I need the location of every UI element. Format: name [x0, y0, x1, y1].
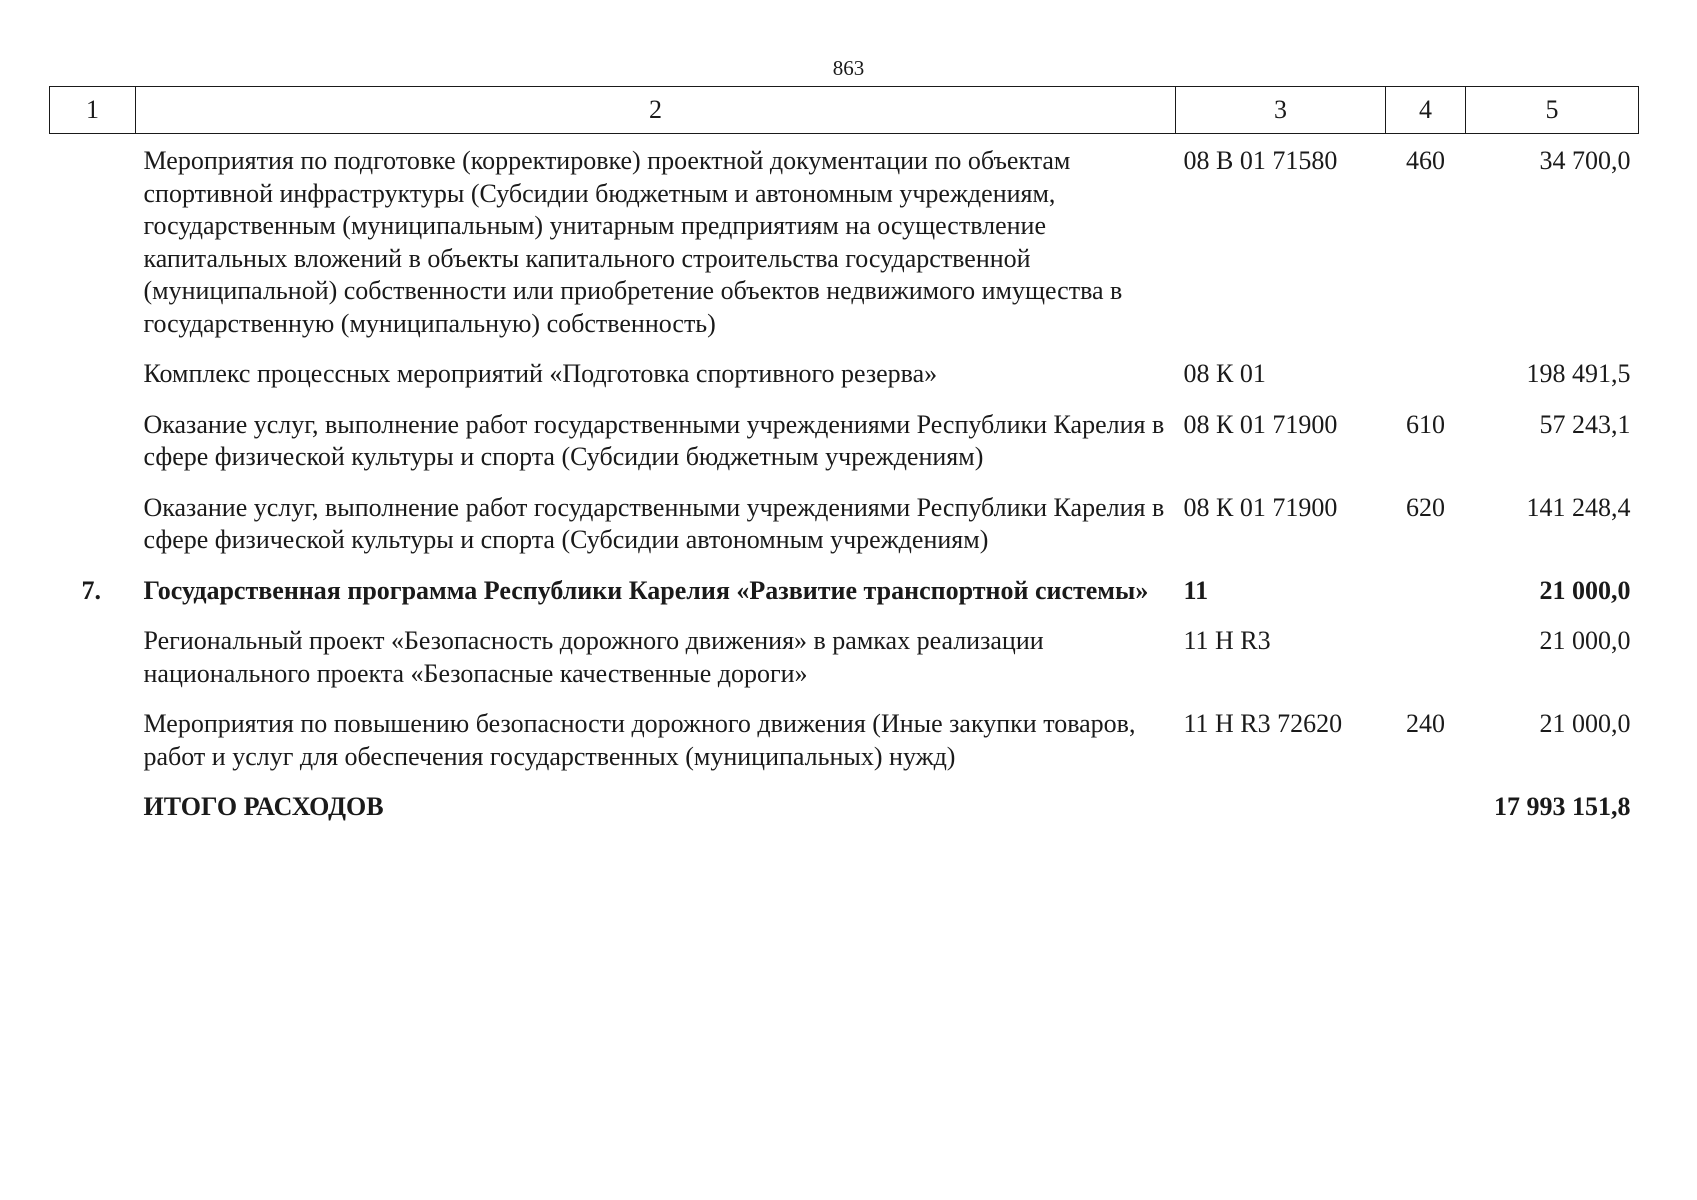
- row-code: 11 Н R3: [1183, 626, 1271, 655]
- row-expense-type: 240: [1406, 709, 1445, 738]
- header-col-4: 4: [1386, 87, 1466, 134]
- row-number: [50, 781, 136, 832]
- row-number: [50, 615, 136, 698]
- header-col-2: 2: [136, 87, 1176, 134]
- total-sum: 17 993 151,8: [1494, 792, 1631, 821]
- row-name: Мероприятия по подготовке (корректировке) проектной документации по объектам спортивной инфраструктуры (Субсидии бюджетным и автономным учреждениям, государственным (муниципальным) унитарным предприятиям на осуществление капитальных вложений в объекты капитального строительства государственной (муниципальной) собственности или приобретение объектов недвижимого имущества в государственную (муниципальную) собственность): [143, 146, 1123, 338]
- row-expense-type: [1386, 565, 1466, 616]
- row-name: Оказание услуг, выполнение работ государственными учреждениями Республики Карелия в сфере физической культуры и спорта (Субсидии автономным учреждениям): [143, 492, 1165, 554]
- row-number: [50, 134, 136, 349]
- row-number: [50, 399, 136, 482]
- header-row: [50, 87, 1639, 134]
- row-name: Комплекс процессных мероприятий «Подготовка спортивного резерва»: [143, 359, 938, 388]
- row-number: 7.: [81, 575, 101, 605]
- row-code: 08 К 01: [1183, 359, 1266, 388]
- table-row-program: [50, 565, 1639, 616]
- row-expense-type: [1386, 781, 1466, 832]
- row-name: Государственная программа Республики Карелия «Развитие транспортной системы»: [143, 575, 1149, 605]
- table-row: [50, 615, 1639, 698]
- row-expense-type: 610: [1406, 409, 1445, 439]
- row-number: [50, 698, 136, 781]
- row-code: 08 В 01 71580: [1183, 146, 1338, 175]
- row-sum: 198 491,5: [1526, 359, 1631, 388]
- table-row: [50, 134, 1639, 349]
- table-row: [50, 399, 1639, 482]
- row-name: Оказание услуг, выполнение работ государственными учреждениями Республики Карелия в сфере физической культуры и спорта (Субсидии бюджетным учреждениям): [143, 409, 1165, 471]
- table-row: [50, 698, 1639, 781]
- header-col-1: 1: [50, 87, 136, 134]
- row-code: 08 К 01 71900: [1183, 409, 1338, 439]
- table-row-total: [50, 781, 1639, 832]
- header-col-3: 3: [1176, 87, 1386, 134]
- row-sum: 57 243,1: [1539, 409, 1631, 439]
- row-expense-type: [1386, 615, 1466, 698]
- row-expense-type: 620: [1406, 492, 1445, 522]
- total-label: ИТОГО РАСХОДОВ: [143, 792, 384, 821]
- row-sum: 21 000,0: [1539, 626, 1631, 655]
- row-code: [1176, 781, 1386, 832]
- row-code: 11: [1183, 575, 1209, 605]
- row-name: Мероприятия по повышению безопасности дорожного движения (Иные закупки товаров, работ и услуг для обеспечения государственных (муниципальных) нужд): [143, 709, 1136, 771]
- row-expense-type: 460: [1406, 146, 1445, 175]
- row-code: 11 Н R3 72620: [1183, 709, 1343, 738]
- table-body: [50, 134, 1639, 832]
- row-sum: 141 248,4: [1526, 492, 1631, 522]
- row-number: [50, 482, 136, 565]
- row-sum: 21 000,0: [1539, 575, 1631, 605]
- header-col-5: 5: [1466, 87, 1639, 134]
- budget-table: [49, 86, 1639, 832]
- row-code: 08 К 01 71900: [1183, 492, 1338, 522]
- table-row: [50, 348, 1639, 399]
- row-number: [50, 348, 136, 399]
- row-sum: 21 000,0: [1539, 709, 1631, 738]
- table-header: [50, 87, 1639, 134]
- row-expense-type: [1386, 348, 1466, 399]
- table-row: [50, 482, 1639, 565]
- row-sum: 34 700,0: [1539, 146, 1631, 175]
- page-number: 863: [832, 56, 865, 80]
- row-name: Региональный проект «Безопасность дорожного движения» в рамках реализации национального проекта «Безопасные качественные дороги»: [143, 626, 1044, 688]
